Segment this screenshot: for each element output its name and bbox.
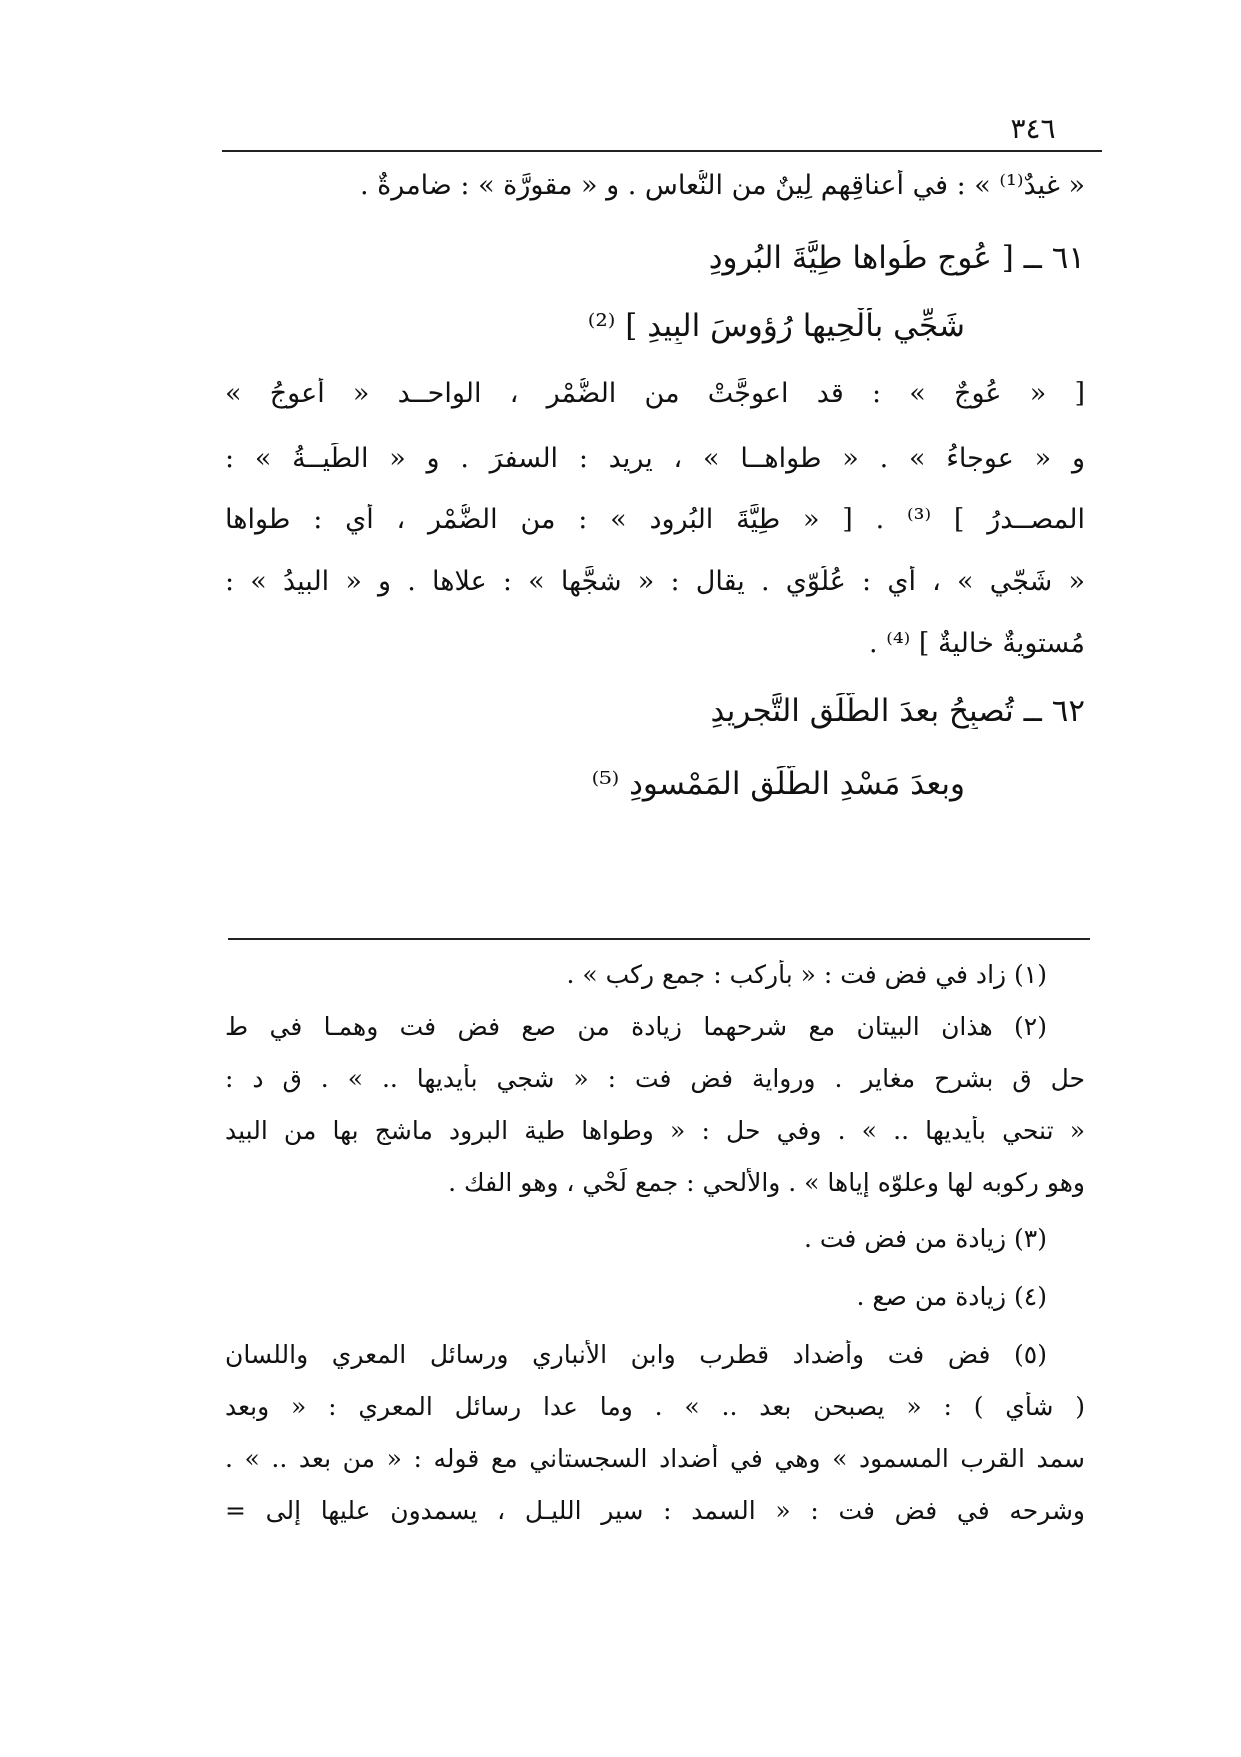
footnote-line: وهو ركوبه لها وعلوّه إياها » . والألحي : جمع لَحْي ، وهو الفك .: [448, 1168, 1085, 1197]
footnote-rule: [228, 938, 1090, 940]
text-line: مُستويةٌ خاليةٌ ] ⁽⁴⁾ .: [869, 628, 1085, 659]
footnote-line: (٣) زيادة من فض فت .: [803, 1224, 1047, 1253]
footnote-line: (٥) فض فت وأضداد قطرب وابن الأنباري ورسائل المعري واللسان: [225, 1340, 1047, 1369]
footnote-line: « تنحي بأيديها .. » . وفي حل : « وطواها طية البرود ماشج بها من البيد: [225, 1116, 1085, 1145]
verse-line: ٦٢ ــ تُصبِحُ بعدَ الطَّلَقِ التَّجريدِ: [710, 693, 1085, 729]
footnote-line: (١) زاد في فض فت : « بأركب : جمع ركب » .: [566, 960, 1047, 989]
footnote-line: (٤) زيادة من صع .: [856, 1282, 1047, 1311]
footnote-line: (٢) هذان البيتان مع شرحهما زيادة من صع فض فت وهمـا في ط: [225, 1012, 1047, 1041]
footnote-line: ( شأي ) : « يصبحن بعد .. » . وما عدا رسائل المعري : « وبعد: [225, 1392, 1085, 1421]
footnote-line: حل ق بشرح مغاير . ورواية فض فت : « شجي بأيديها .. » . ق د :: [225, 1064, 1085, 1093]
text-line: و « عوجاءُ » . « طواهــا » ، يريد : السفرَ . و « الطِّيــةُ » :: [225, 443, 1085, 474]
footnote-line: سمد القرب المسمود » وهي في أضداد السجستاني مع قوله : « من بعد .. » .: [225, 1444, 1085, 1473]
verse-line: شَجِّي بأَلْحِيها رُؤوسَ البِيدِ ] ⁽²⁾: [587, 308, 965, 344]
text-line: المصــدرُ ] ⁽³⁾ . [ « طِيَّةَ البُرود » : من الضُّمْرِ ، أي : طواها: [225, 504, 1085, 535]
text-line: « شَجّي » ، أي : عُلُوّي . يقال : « شجَّها » : علاها . و « البيدُ » :: [225, 566, 1085, 597]
verse-line: ٦١ ــ [ عُوجٍ طُواها طِيَّةَ البُرودِ: [708, 240, 1085, 276]
header-rule: [222, 150, 1102, 152]
text-line: [ « عُوجٌ » : قد اعوجَّتْ من الضُّمْرِ ، الواحــد « أعوجُ »: [225, 378, 1085, 409]
verse-line: وبعدَ مَسْدِ الطَّلَقِ المَمْسودِ ⁽⁵⁾: [591, 766, 965, 802]
page-number: ٣٤٦: [1010, 112, 1056, 145]
text-line: « غيدٌ⁽¹⁾ » : في أعناقِهم لِينٌ من النُّعاسِ . و « مقورَّة » : ضامرةٌ .: [360, 170, 1085, 201]
footnote-line: وشرحه في فض فت : « السمد : سير الليـل ، يسمدون عليها إلى =: [225, 1496, 1085, 1525]
